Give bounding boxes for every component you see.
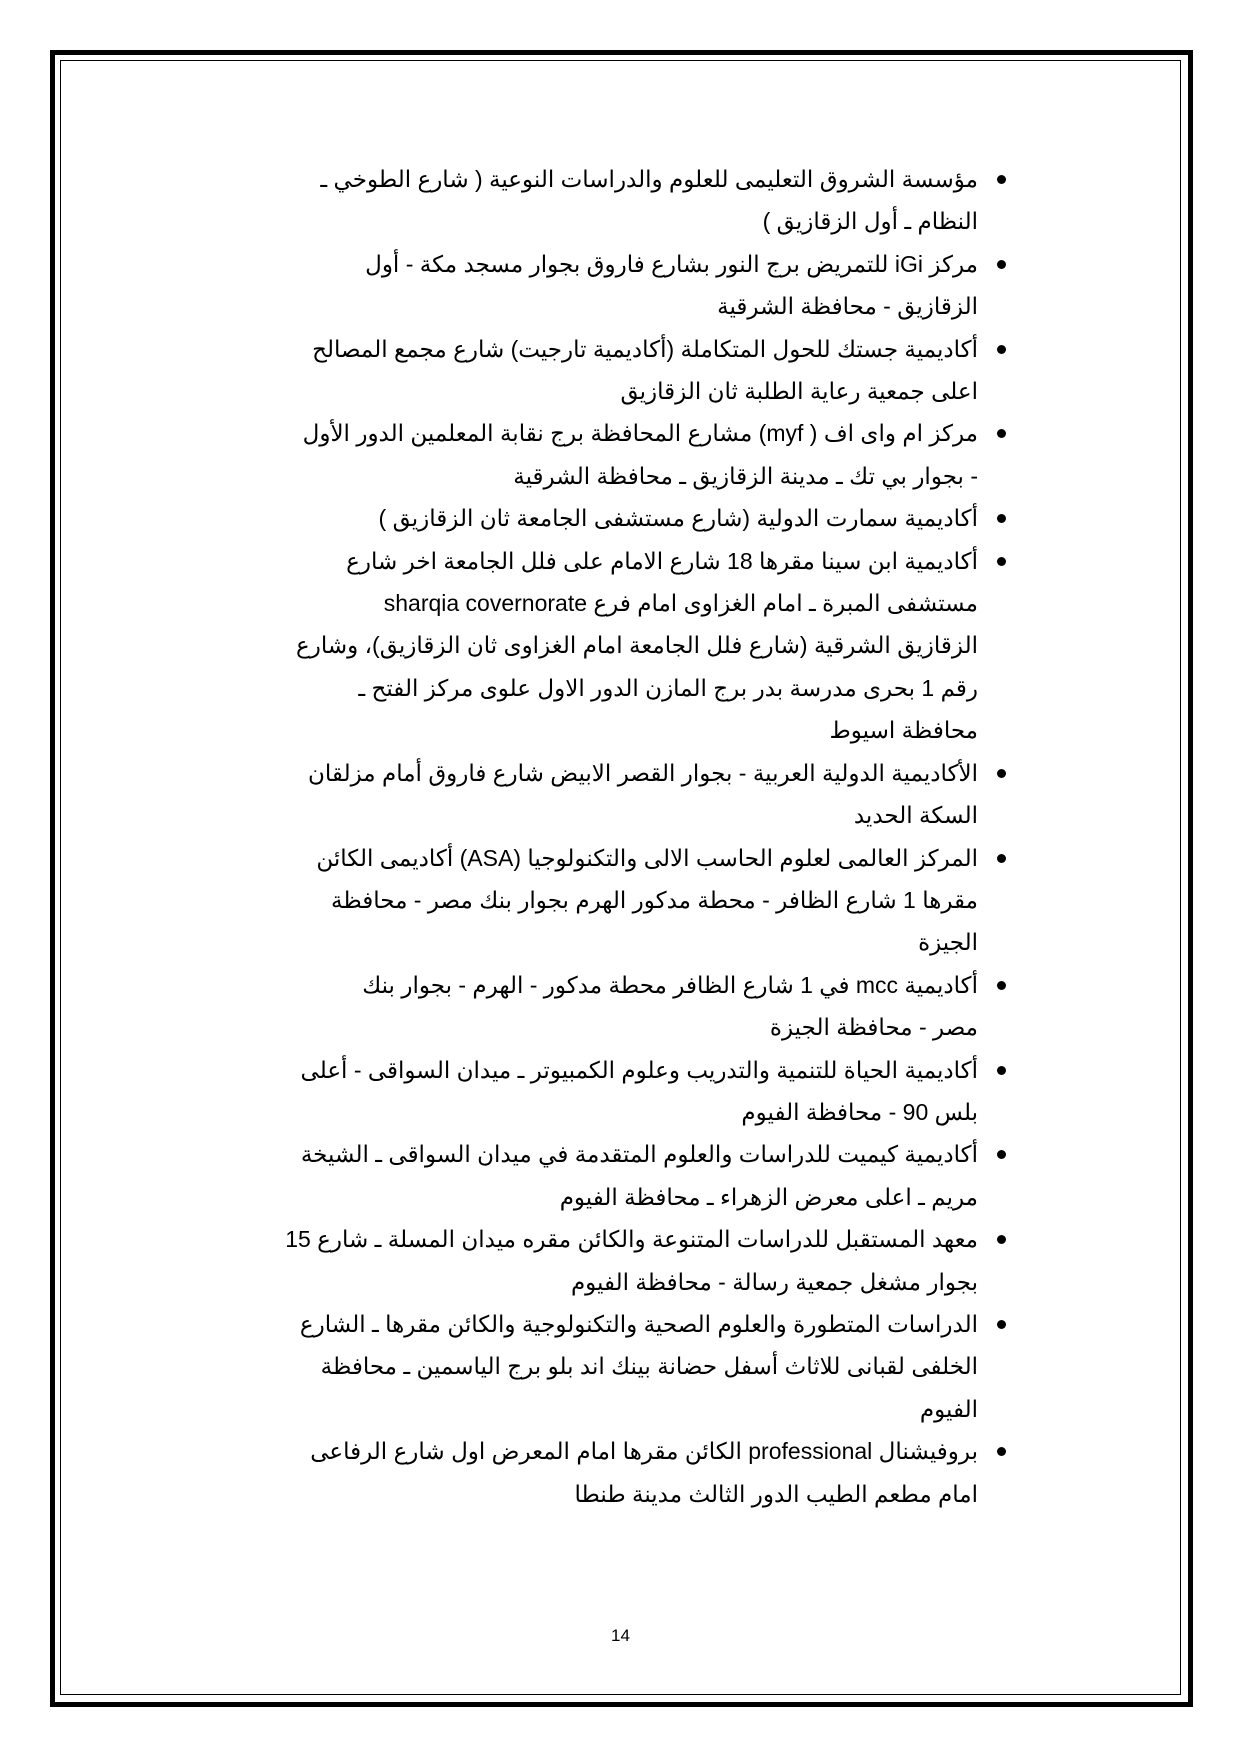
list-item bbox=[150, 328, 1008, 413]
list-item-line: المركز العالمى لعلوم الحاسب الالى والتكنولوجيا (ASA) أكاديمى الكائن bbox=[316, 844, 978, 871]
list-item-line: بروفيشنال professional الكائن مقرها امام المعرض اول شارع الرفاعى bbox=[310, 1438, 978, 1465]
list-item bbox=[150, 540, 1008, 752]
list-item-line: اعلى جمعية رعاية الطلبة ثان الزقازيق bbox=[620, 378, 978, 405]
bullet-icon bbox=[997, 260, 1006, 269]
list-item-line: أكاديمية الحياة للتنمية والتدريب وعلوم الكمبيوتر ـ ميدان السواقى - أعلى bbox=[300, 1056, 978, 1083]
bullet-icon bbox=[997, 1066, 1006, 1075]
list-item bbox=[150, 1218, 1008, 1303]
bullet-icon bbox=[997, 854, 1006, 863]
bullet-icon bbox=[997, 345, 1006, 354]
list-item-line: النظام ـ أول الزقازيق ) bbox=[762, 208, 978, 235]
list-item-line: بجوار مشغل جمعية رسالة - محافظة الفيوم bbox=[570, 1268, 978, 1295]
list-item bbox=[150, 497, 1008, 539]
list-item-line: رقم 1 بحرى مدرسة بدر برج المازن الدور الاول علوى مركز الفتح ـ bbox=[358, 674, 978, 701]
list-item bbox=[150, 1303, 1008, 1430]
bullet-icon bbox=[997, 514, 1006, 523]
list-item bbox=[150, 964, 1008, 1049]
list-item bbox=[150, 1049, 1008, 1134]
list-item-line: الزقازيق الشرقية (شارع فلل الجامعة امام الغزاوى ثان الزقازيق)، وشارع bbox=[296, 632, 978, 659]
list-item-line: السكة الحديد bbox=[853, 802, 978, 829]
bullet-icon bbox=[997, 1320, 1006, 1329]
list-item-line: - بجوار بي تك ـ مدينة الزقازيق ـ محافظة الشرقية bbox=[513, 462, 978, 489]
list-item bbox=[150, 1430, 1008, 1515]
list-item-line: مريم ـ اعلى معرض الزهراء ـ محافظة الفيوم bbox=[559, 1183, 978, 1210]
bullet-icon bbox=[997, 1447, 1006, 1456]
list-item-line: أكاديمية كيميت للدراسات والعلوم المتقدمة في ميدان السواقى ـ الشيخة bbox=[300, 1141, 978, 1168]
institutions-list bbox=[150, 158, 1008, 1515]
list-item-line: مقرها 1 شارع الظافر - محطة مدكور الهرم بجوار بنك مصر - محافظة bbox=[331, 886, 978, 913]
list-item bbox=[150, 752, 1008, 837]
list-item-line: مستشفى المبرة ـ امام الغزاوى امام فرع sharqia covernorate bbox=[383, 590, 978, 617]
list-item-line: أكاديمية جستك للحول المتكاملة (أكاديمية تارجيت) شارع مجمع المصالح bbox=[312, 335, 978, 362]
bullet-icon bbox=[997, 557, 1006, 566]
bullet-icon bbox=[997, 429, 1006, 438]
list-item-line: أكاديمية ابن سينا مقرها 18 شارع الامام على فلل الجامعة اخر شارع bbox=[346, 547, 978, 574]
list-item-line: مركز ام واى اف ( myf) مشارع المحافظة برج نقابة المعلمين الدور الأول bbox=[302, 420, 978, 447]
list-item-line: الزقازيق - محافظة الشرقية bbox=[717, 293, 978, 320]
list-item-line: معهد المستقبل للدراسات المتنوعة والكائن مقره ميدان المسلة ـ شارع 15 bbox=[285, 1226, 978, 1253]
list-item-line: بلس 90 - محافظة الفيوم bbox=[741, 1098, 978, 1125]
list-item bbox=[150, 412, 1008, 497]
list-item-line: محافظة اسيوط bbox=[829, 717, 978, 744]
list-item-line: الخلفى لقبانى للاثاث أسفل حضانة بينك اند بلو برج الياسمين ـ محافظة bbox=[320, 1353, 978, 1380]
list-item-line: مؤسسة الشروق التعليمى للعلوم والدراسات النوعية ( شارع الطوخي ـ bbox=[320, 166, 978, 192]
bullet-icon bbox=[997, 981, 1006, 990]
list-item-line: مركز iGi للتمريض برج النور بشارع فاروق بجوار مسجد مكة - أول bbox=[365, 250, 978, 277]
list-item bbox=[150, 158, 1008, 243]
bullet-icon bbox=[997, 1235, 1006, 1244]
list-item-line: الجيزة bbox=[918, 929, 978, 956]
list-item bbox=[150, 837, 1008, 964]
bullet-icon bbox=[997, 175, 1006, 184]
bullet-icon bbox=[997, 1150, 1006, 1159]
list-item-line: الأكاديمية الدولية العربية - بجوار القصر الابيض شارع فاروق أمام مزلقان bbox=[308, 759, 978, 786]
list-item-line: أكاديمية mcc في 1 شارع الظافر محطة مدكور - الهرم - بجوار بنك bbox=[362, 971, 978, 998]
bullet-icon bbox=[997, 769, 1006, 778]
list-item-line: امام مطعم الطيب الدور الثالث مدينة طنطا bbox=[574, 1480, 978, 1507]
page-number: 14 bbox=[611, 1626, 630, 1645]
list-item-line: مصر - محافظة الجيزة bbox=[769, 1014, 978, 1041]
list-item-line: الدراسات المتطورة والعلوم الصحية والتكنولوجية والكائن مقرها ـ الشارع bbox=[299, 1310, 978, 1337]
list-item-line: الفيوم bbox=[919, 1395, 978, 1422]
list-item bbox=[150, 1133, 1008, 1218]
list-item-line: أكاديمية سمارت الدولية (شارع مستشفى الجامعة ثان الزقازيق ) bbox=[378, 505, 978, 532]
list-item bbox=[150, 243, 1008, 328]
